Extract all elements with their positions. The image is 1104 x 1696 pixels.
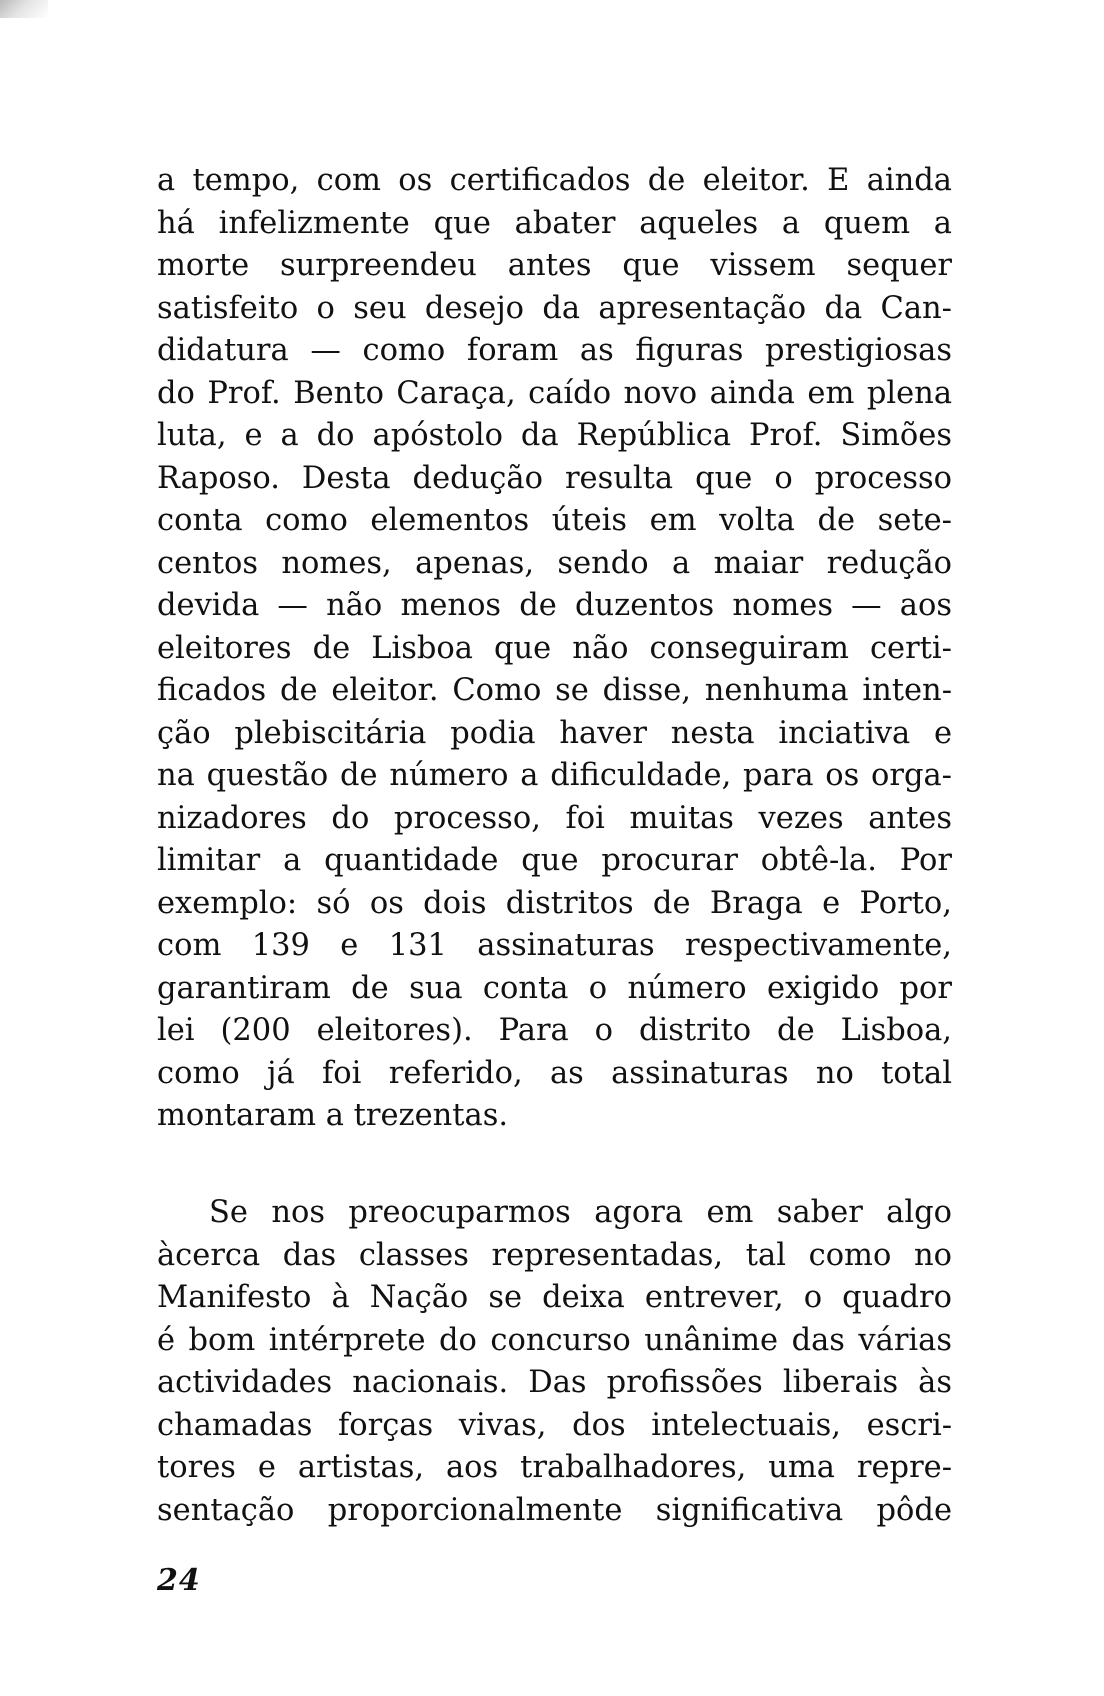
text-line: eleitores de Lisboa que não conseguiram certi- <box>157 630 952 666</box>
text-line: é bom intérprete do concurso unânime das várias <box>157 1322 952 1358</box>
text-line: do Prof. Bento Caraça, caído novo ainda em plena <box>157 375 952 411</box>
text-line: há infelizmente que abater aqueles a quem a <box>157 205 952 241</box>
text-line: Manifesto à Nação se deixa entrever, o quadro <box>157 1280 952 1315</box>
text-line: centos nomes, apenas, sendo a maiar redução <box>157 545 952 581</box>
text-line: limitar a quantidade que procurar obtê-la. Por <box>157 843 952 878</box>
text-line: exemplo: só os dois distritos de Braga e Porto, <box>157 885 952 921</box>
text-line: actividades nacionais. Das profissões liberais às <box>157 1365 952 1400</box>
text-line: montaram a trezentas. <box>157 1098 509 1133</box>
text-line: ção plebiscitária podia haver nesta inciativa e <box>157 715 952 751</box>
text-line: Raposo. Desta dedução resulta que o processo <box>157 460 952 496</box>
text-line: lei (200 eleitores). Para o distrito de Lisboa, <box>157 1013 952 1048</box>
text-line: sentação proporcionalmente significativa pôde <box>157 1492 952 1528</box>
text-line: com 139 e 131 assinaturas respectivamente, <box>157 928 952 963</box>
text-line: Se nos preocuparmos agora em saber algo <box>209 1195 952 1230</box>
text-line: satisfeito o seu desejo da apresentação da Can- <box>157 290 952 326</box>
text-line: garantiram de sua conta o número exigido por <box>157 970 952 1006</box>
text-line: como já foi referido, as assinaturas no total <box>157 1055 952 1091</box>
paragraph-2 <box>157 1192 952 1532</box>
page-number: 24 <box>157 1563 201 1598</box>
text-line: àcerca das classes representadas, tal como no <box>157 1237 952 1273</box>
text-line: a tempo, com os certificados de eleitor. E ainda <box>157 163 952 198</box>
text-line: chamadas forças vivas, dos intelectuais, escri- <box>157 1407 952 1443</box>
text-line: devida — não menos de duzentos nomes — aos <box>157 588 952 623</box>
paragraph-1 <box>157 160 952 1138</box>
text-line: conta como elementos úteis em volta de sete- <box>157 503 952 538</box>
text-line: morte surpreendeu antes que vissem sequer <box>157 248 952 283</box>
text-line: didatura — como foram as figuras prestigiosas <box>157 333 952 368</box>
text-line: na questão de número a dificuldade, para os orga- <box>157 758 952 793</box>
text-line: luta, e a do apóstolo da República Prof. Simões <box>157 418 952 453</box>
text-line: tores e artistas, aos trabalhadores, uma repre- <box>157 1450 952 1485</box>
text-line: nizadores do processo, foi muitas vezes antes <box>157 800 952 836</box>
text-line: ficados de eleitor. Como se disse, nenhuma inten- <box>157 673 952 708</box>
scan-edge-shadow <box>0 0 48 18</box>
